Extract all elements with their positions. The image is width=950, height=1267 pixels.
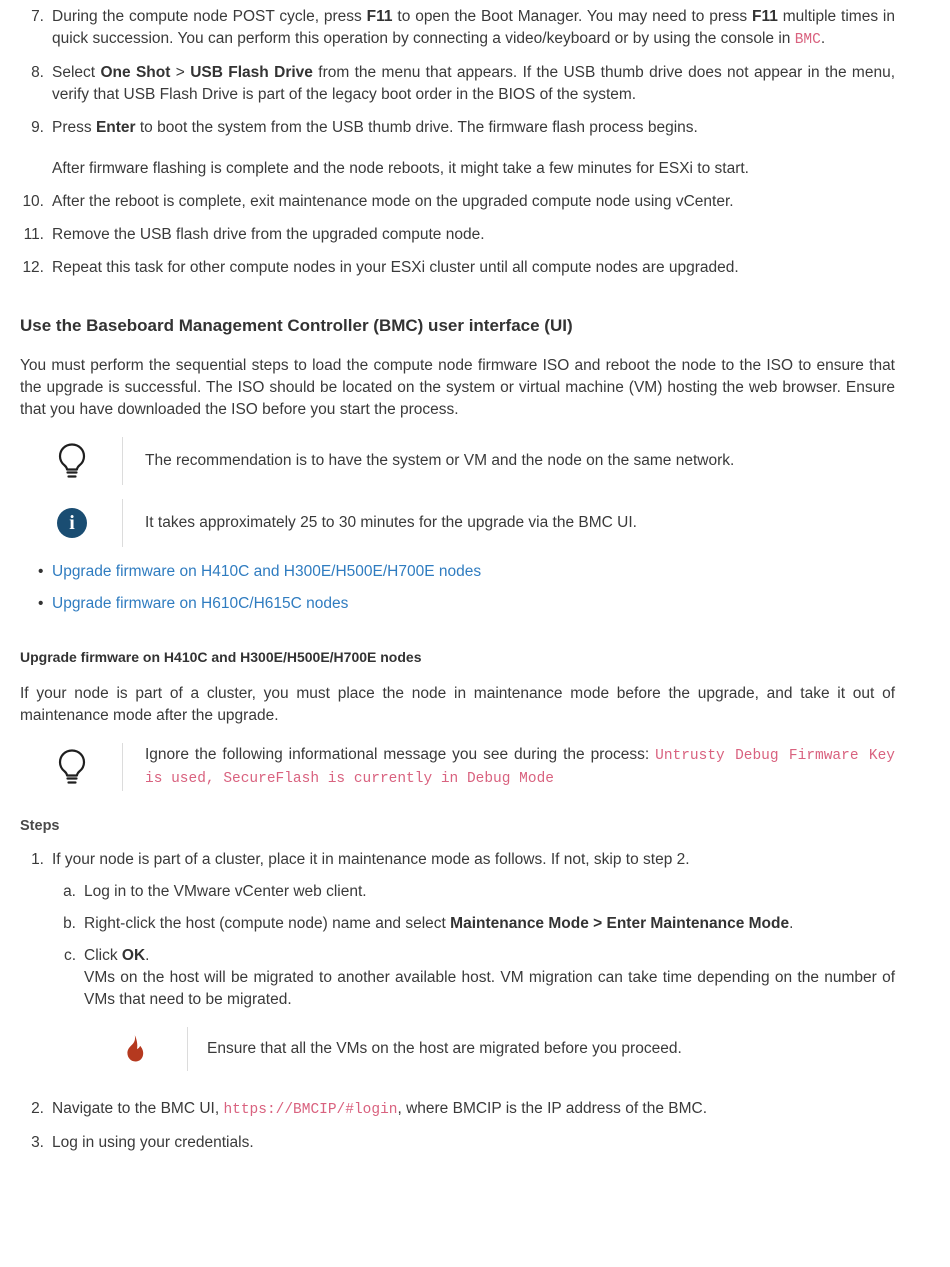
- lightbulb-icon: [57, 748, 87, 786]
- list-item-text: During the compute node POST cycle, press F11 to open the Boot Manager. You may need to press F11 multiple times in quick succession. You can perform this operation by connecting a video/keyboard or by using the console in BMC.: [52, 8, 896, 48]
- callout-text: Ignore the following informational message you see during the process: Untrusty Debug Firmware Key is used, SecureFlash is currently in Debug Mode: [145, 746, 895, 787]
- list-item: [20, 1132, 895, 1154]
- substep-list: [52, 881, 895, 1077]
- list-item-followup: After firmware flashing is complete and the node reboots, it might take a few minutes for ESXi to start.: [52, 160, 749, 177]
- bullet-marker: •: [38, 595, 44, 612]
- list-item: [62, 913, 895, 935]
- list-item-text: Remove the USB flash drive from the upgraded compute node.: [52, 226, 485, 243]
- list-item: [20, 1098, 895, 1121]
- list-letter: b.: [63, 915, 76, 932]
- paragraph-h410c-intro: If your node is part of a cluster, you must place the node in maintenance mode before the upgrade, and take it out of maintenance mode after the upgrade.: [20, 685, 895, 724]
- list-item: [20, 257, 895, 279]
- caution-callout: [121, 1027, 895, 1071]
- list-number: 8.: [31, 64, 44, 81]
- steps-heading: Steps: [20, 818, 60, 834]
- list-number: 10.: [22, 193, 44, 210]
- list-item-text: [84, 945, 895, 1077]
- callout-icon-column: [57, 508, 122, 538]
- bullet-marker: •: [38, 563, 44, 580]
- callout-icon-column: [57, 748, 122, 786]
- flame-icon: [121, 1034, 147, 1064]
- section-heading-bmc-ui: Use the Baseboard Management Controller (BMC) user interface (UI): [20, 316, 573, 335]
- list-item: [20, 117, 895, 180]
- callout-text: The recommendation is to have the system or VM and the node on the same network.: [145, 452, 735, 469]
- list-number: 12.: [22, 259, 44, 276]
- procedure-list-upper: [20, 6, 895, 279]
- list-item-text: Log in using your credentials.: [52, 1134, 254, 1151]
- callout-text: Ensure that all the VMs on the host are migrated before you proceed.: [207, 1040, 682, 1057]
- list-item: [62, 945, 895, 1077]
- list-item-text: Navigate to the BMC UI, https://BMCIP/#login, where BMCIP is the IP address of the BMC.: [52, 1100, 708, 1118]
- inline-code: Untrusty Debug Firmware Key is used, SecureFlash is currently in Debug Mode: [145, 748, 895, 787]
- list-number: 11.: [23, 226, 44, 243]
- list-number: 1.: [31, 851, 44, 868]
- inline-code: https://BMCIP/#login: [223, 1102, 398, 1118]
- callout-icon-column: [57, 442, 122, 480]
- procedure-list-steps: [20, 849, 895, 1154]
- list-number: 9.: [31, 119, 44, 136]
- list-item-text: Repeat this task for other compute nodes in your ESXi cluster until all compute nodes are upgraded.: [52, 259, 739, 276]
- list-item-followup: VMs on the host will be migrated to another available host. VM migration can take time depending on the number of VMs that need to be migrated.: [84, 969, 895, 1008]
- list-item-main: If your node is part of a cluster, place it in maintenance mode as follows. If not, skip to step 2.: [52, 851, 690, 868]
- link-upgrade-h610c-h615c[interactable]: Upgrade firmware on H610C/H615C nodes: [52, 595, 349, 612]
- list-item-text: Right-click the host (compute node) name and select Maintenance Mode > Enter Maintenance Mode.: [84, 915, 794, 932]
- list-item-main: Click OK.: [84, 947, 150, 964]
- tip-callout: [57, 437, 895, 485]
- list-item: [38, 561, 895, 583]
- section-heading-h410c: Upgrade firmware on H410C and H300E/H500E/H700E nodes: [20, 649, 422, 665]
- list-item-main: Press Enter to boot the system from the USB thumb drive. The firmware flash process begins.: [52, 119, 698, 136]
- list-item: [20, 62, 895, 106]
- list-number: 7.: [31, 8, 44, 25]
- link-upgrade-h410c-h300e[interactable]: Upgrade firmware on H410C and H300E/H500E/H700E nodes: [52, 563, 482, 580]
- inline-code: BMC: [794, 32, 821, 48]
- list-item-text: Select One Shot > USB Flash Drive from the menu that appears. If the USB thumb drive does not appear in the menu, verify that USB Flash Drive is part of the legacy boot order in the BIOS of the system.: [52, 64, 896, 103]
- related-links-list: [38, 561, 895, 615]
- list-item: [20, 6, 895, 51]
- list-item-text: [52, 117, 895, 180]
- list-letter: c.: [63, 947, 76, 964]
- callout-text: It takes approximately 25 to 30 minutes for the upgrade via the BMC UI.: [145, 514, 637, 531]
- list-item: [20, 224, 895, 246]
- list-item-text: After the reboot is complete, exit maintenance mode on the upgraded compute node using vCenter.: [52, 193, 734, 210]
- callout-icon-column: [121, 1034, 187, 1064]
- tip-callout: [57, 743, 895, 791]
- list-letter: a.: [63, 883, 76, 900]
- note-callout: [57, 499, 895, 547]
- lightbulb-icon: [57, 442, 87, 480]
- list-item-text: Log in to the VMware vCenter web client.: [84, 883, 367, 900]
- list-item-text: [52, 849, 895, 1087]
- list-number: 2.: [31, 1100, 44, 1117]
- list-item: [20, 849, 895, 1087]
- list-item: [62, 881, 895, 903]
- paragraph-bmc-intro: You must perform the sequential steps to load the compute node firmware ISO and reboot the node to the ISO to ensure that the upgrade is successful. The ISO should be located on the system or virtual machine (VM) hosting the web browser. Ensure that you have downloaded the ISO before you start the process.: [20, 357, 895, 418]
- list-number: 3.: [31, 1134, 44, 1151]
- list-item: [38, 593, 895, 615]
- info-icon: i: [57, 508, 87, 538]
- list-item: [20, 191, 895, 213]
